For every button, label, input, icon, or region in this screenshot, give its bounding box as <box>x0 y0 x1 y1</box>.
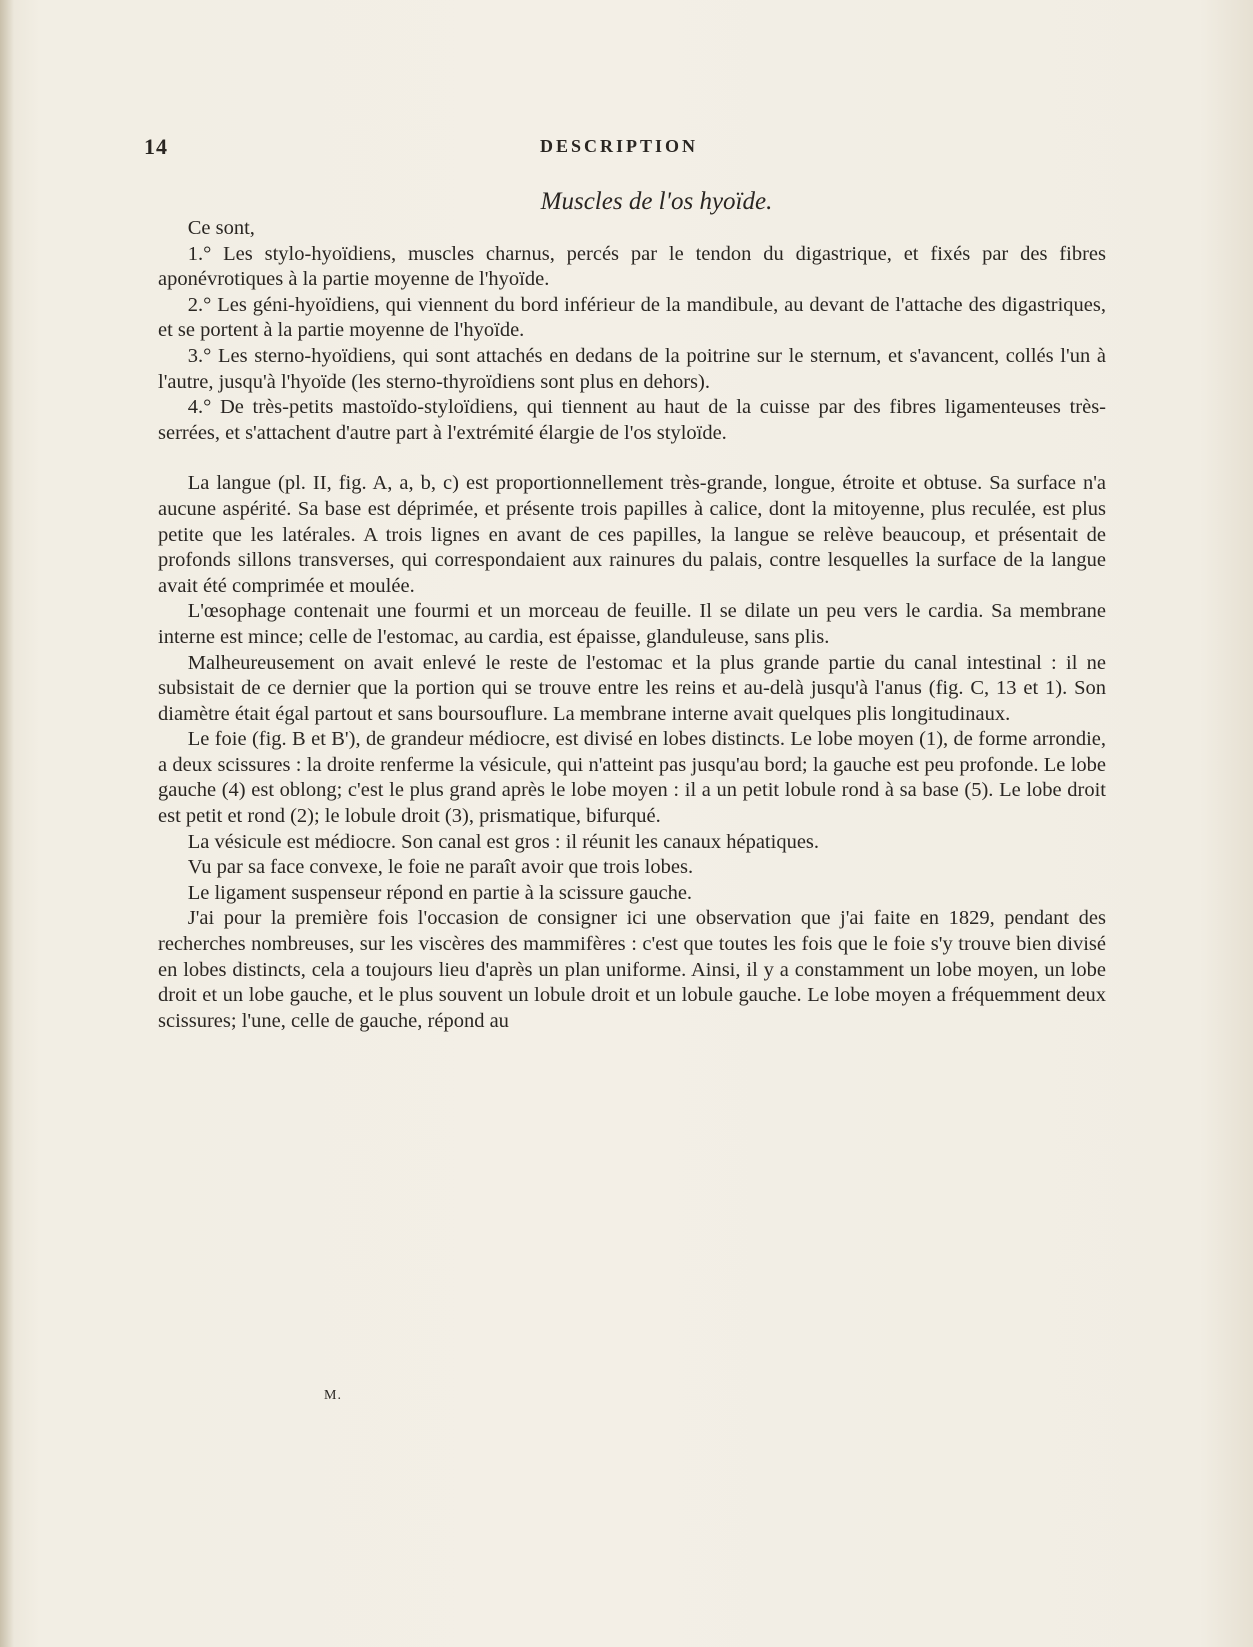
running-head <box>0 134 1253 158</box>
running-head-title: DESCRIPTION <box>540 136 699 156</box>
paragraph-vesicule: La vésicule est médiocre. Son canal est gros : il réunit les canaux hépatiques. <box>187 830 820 853</box>
paragraph-ligament: Le ligament suspenseur répond en partie à la scissure gauche. <box>187 881 693 904</box>
paragraph-oesophage: L'œsophage contenait une fourmi et un morceau de feuille. Il se dilate un peu vers le cardia. Sa membrane interne est mince; celle de l'estomac, au cardia, est épaisse, glanduleuse, sans plis. <box>158 600 1106 648</box>
paragraph-geni-hyoidiens: 2.° Les géni-hyoïdiens, qui viennent du bord inférieur de la mandibule, au devant de l'attache des digastriques, et se portent à la partie moyenne de l'hyoïde. <box>158 293 1106 342</box>
paragraph-stylo-hyoidiens: 1.° Les stylo-hyoïdiens, muscles charnus, percés par le tendon du digastrique, et fixés par des fibres aponévrotiques à la partie moyenne de l'hyoïde. <box>158 242 1106 291</box>
signature-mark: M. <box>324 1388 342 1403</box>
paragraph-intro: Ce sont, <box>187 217 255 239</box>
paragraph-sterno-hyoidiens: 3.° Les sterno-hyoïdiens, qui sont attachés en dedans de la poitrine sur le sternum, et s'avancent, collés l'un à l'autre, jusqu'à l'hyoïde (les sterno-thyroïdiens sont plus en dehors). <box>158 344 1106 393</box>
paragraph-langue: La langue (pl. II, fig. A, a, b, c) est proportionnellement très-grande, longue, étroite et obtuse. Sa surface n'a aucune aspérité. Sa base est déprimée, et présente trois papilles à calice, dont la mitoyenne, plus reculée, est plus petite que les latérales. A trois lignes en avant de ces papilles, la langue se relève beaucoup, et présentait de profonds sillons transverses, qui correspondaient aux rainures du palais, contre lesquelles la surface de la langue avait été comprimée et moulée. <box>158 472 1106 597</box>
gutter-shadow <box>0 0 14 1647</box>
paragraph-mastoido-styloidiens: 4.° De très-petits mastoïdo-styloïdiens, qui tiennent au haut de la cuisse par des fibres ligamenteuses très-serrées, et s'attachent d'autre part à l'extrémité élargie de l'os styloïde. <box>158 396 1106 444</box>
body-text <box>158 216 1106 1034</box>
paragraph-intestin: Malheureusement on avait enlevé le reste de l'estomac et la plus grande partie du canal intestinal : il ne subsistait de ce dernier que la portion qui se trouve entre les reins et au-delà jusqu'à l'anus (fig. C, 13 et 1). Son diamètre était égal partout et sans boursouflure. La membrane interne avait quelques plis longitudinaux. <box>158 651 1106 725</box>
paragraph-observation: J'ai pour la première fois l'occasion de consigner ici une observation que j'ai faite en 1829, pendant des recherches nombreuses, sur les viscères des mammifères : c'est que toutes les fois que le foie s'y trouve bien divisé en lobes distincts, cela a toujours lieu d'après un plan uniforme. Ainsi, il y a constamment un lobe moyen, un lobe droit et un lobe gauche, et le plus souvent un lobule droit et un lobule gauche. Le lobe moyen a fréquemment deux scissures; l'une, celle de gauche, répond au <box>158 907 1106 1032</box>
paragraph-face-convexe: Vu par sa face convexe, le foie ne paraît avoir que trois lobes. <box>187 856 694 879</box>
paragraph-foie: Le foie (fig. B et B'), de grandeur médiocre, est divisé en lobes distincts. Le lobe moyen (1), de forme arrondie, a deux scissures : la droite renferme la vésicule, qui n'atteint pas jusqu'au bord; la gauche est peu profonde. Le lobe gauche (4) est oblong; c'est le plus grand après le lobe moyen : il a un petit lobule rond à sa base (5). Le lobe droit est petit et rond (2); le lobule droit (3), prismatique, bifurqué. <box>158 728 1106 828</box>
page-number: 14 <box>144 134 168 159</box>
section-title: Muscles de l'os hyoïde. <box>540 188 773 215</box>
